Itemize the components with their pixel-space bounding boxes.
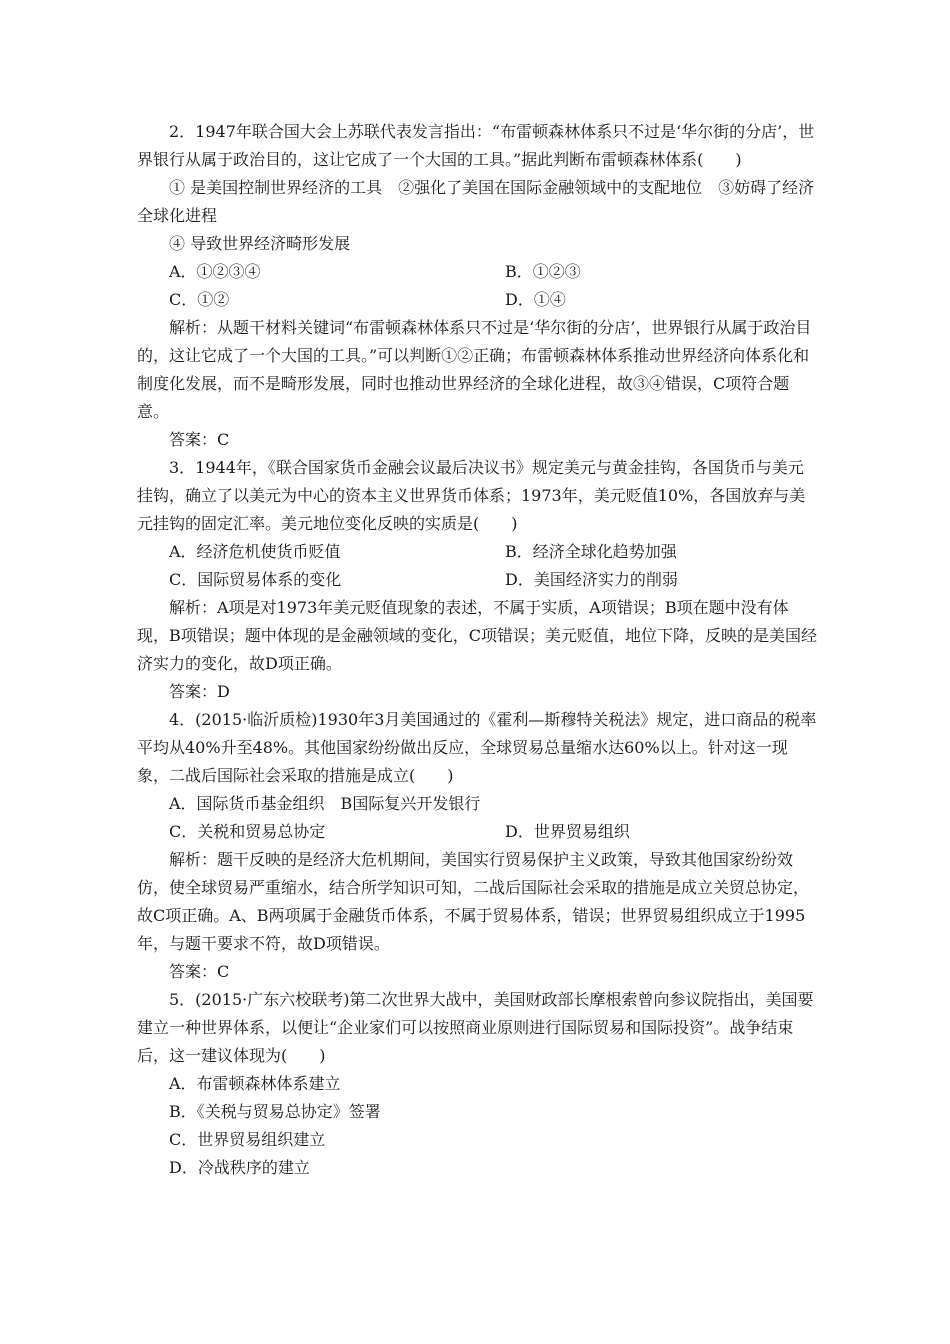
question-2-option-b: B．①②③ [505, 262, 581, 281]
question-5 [137, 986, 817, 1182]
question-4-analysis: 解析：题干反映的是经济大危机期间，美国实行贸易保护主义政策，导致其他国家纷纷效仿，使全球贸易严重缩水，结合所学知识可知，二战后国际社会采取的措施是成立关贸总协定，故C项正确。A、B两项属于金融货币体系，不属于贸易体系，错误；世界贸易组织成立于1995年，与题干要求不符，故D项错误。 [137, 850, 810, 953]
question-4-option-c: C．关税和贸易总协定 [169, 822, 326, 841]
question-4 [137, 706, 817, 986]
question-2-option-d: D．①④ [505, 290, 566, 309]
question-3-option-b: B．经济全球化趋势加强 [505, 542, 677, 561]
question-2-items-line-1: ① 是美国控制世界经济的工具 ②强化了美国在国际金融领域中的支配地位 ③妨碍了经济全球化进程 [137, 178, 815, 225]
question-5-stem: 5．(2015·广东六校联考)第二次世界大战中，美国财政部长摩根索曾向参议院指出，美国要建立一种世界体系，以便让“企业家们可以按照商业原则进行国际贸易和国际投资”。战争结束后，这一建议体现为( ) [137, 990, 814, 1065]
question-2-stem: 2．1947年联合国大会上苏联代表发言指出：“布雷顿森林体系只不过是‘华尔街的分店’，世界银行从属于政治目的，这让它成了一个大国的工具。”据此判断布雷顿森林体系( ) [137, 122, 815, 169]
question-4-answer: 答案：C [169, 962, 230, 981]
question-3-options-row-1 [137, 538, 817, 566]
question-2-answer: 答案：C [169, 430, 230, 449]
question-4-stem: 4．(2015·临沂质检)1930年3月美国通过的《霍利—斯穆特关税法》规定，进口商品的税率平均从40%升至48%。其他国家纷纷做出反应，全球贸易总量缩水达60%以上。针对这一现象，二战后国际社会采取的措施是成立( ) [137, 710, 817, 785]
document-body [137, 118, 817, 1182]
question-3-options-row-2 [137, 566, 817, 594]
question-2-options-row-1 [137, 258, 817, 286]
question-2-items-line-2: ④ 导致世界经济畸形发展 [169, 234, 351, 253]
question-4-option-d: D．世界贸易组织 [505, 822, 630, 841]
question-3-option-d: D．美国经济实力的削弱 [505, 570, 678, 589]
question-3-option-a: A．经济危机使货币贬值 [169, 542, 341, 561]
question-3-analysis: 解析：A项是对1973年美元贬值现象的表述，不属于实质，A项错误；B项在题中没有体现，B项错误；题中体现的是金融领域的变化，C项错误；美元贬值，地位下降，反映的是美国经济实力的变化，故D项正确。 [137, 598, 818, 673]
question-2 [137, 118, 817, 454]
question-5-option-c: C．世界贸易组织建立 [169, 1130, 326, 1149]
question-4-options-row-2 [137, 818, 817, 846]
question-4-option-ab: A．国际货币基金组织 B国际复兴开发银行 [169, 794, 481, 813]
question-3-answer: 答案：D [169, 682, 230, 701]
question-5-option-d: D．冷战秩序的建立 [169, 1158, 310, 1177]
question-3 [137, 454, 817, 706]
question-3-stem: 3．1944年，《联合国家货币金融会议最后决议书》规定美元与黄金挂钩，各国货币与美元挂钩，确立了以美元为中心的资本主义世界货币体系；1973年，美元贬值10%，各国放弃与美元挂钩的固定汇率。美元地位变化反映的实质是( ) [137, 458, 806, 533]
question-5-option-b: B．《关税与贸易总协定》签署 [169, 1102, 381, 1121]
question-2-analysis: 解析：从题干材料关键词“布雷顿森林体系只不过是‘华尔街的分店’，世界银行从属于政治目的，这让它成了一个大国的工具。”可以判断①②正确；布雷顿森林体系推动世界经济向体系化和制度化发展，而不是畸形发展，同时也推动世界经济的全球化进程，故③④错误，C项符合题意。 [137, 318, 812, 421]
question-2-option-c: C．①② [169, 290, 230, 309]
question-3-option-c: C．国际贸易体系的变化 [169, 570, 342, 589]
question-5-option-a: A．布雷顿森林体系建立 [169, 1074, 341, 1093]
question-2-options-row-2 [137, 286, 817, 314]
question-2-option-a: A．①②③④ [169, 262, 261, 281]
